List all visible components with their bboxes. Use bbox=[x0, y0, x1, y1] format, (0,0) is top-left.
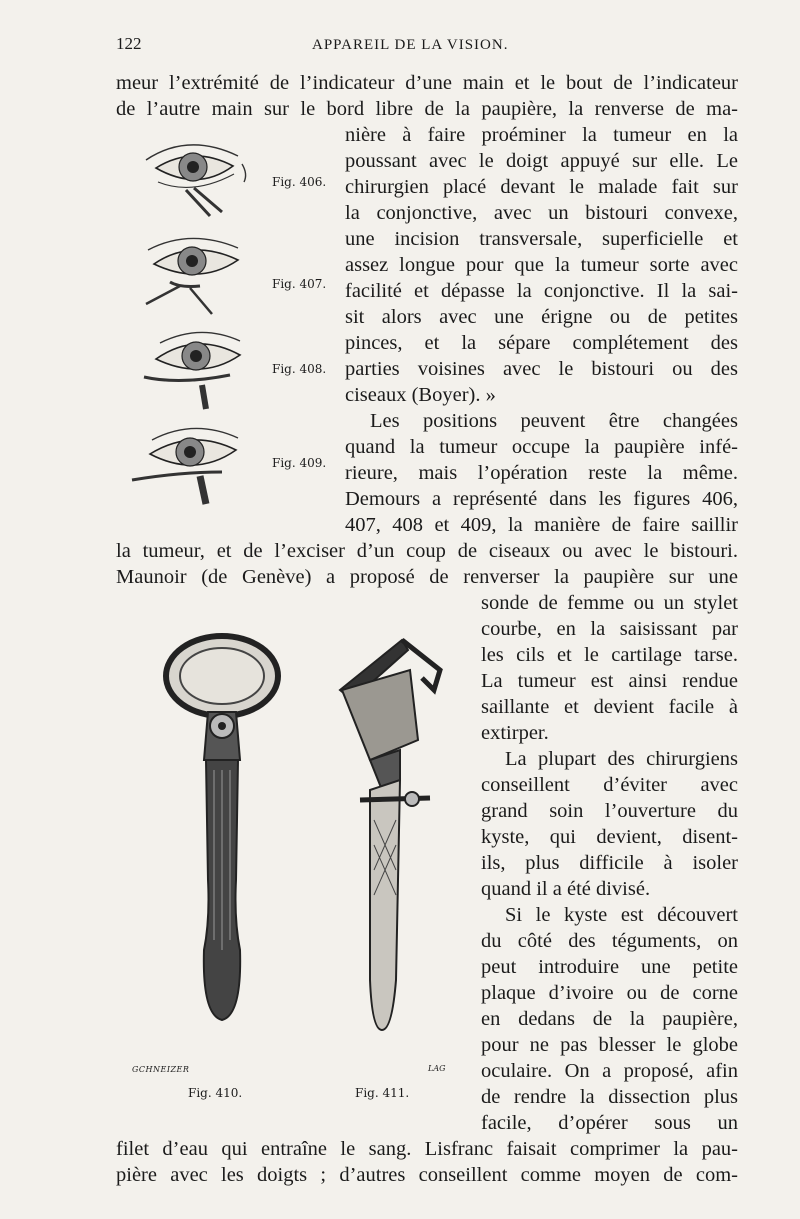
text-line: la conjonctive, avec un bistouri convexe, bbox=[345, 202, 738, 224]
text-line: extirper. bbox=[481, 722, 549, 744]
text-line: en dedans de la paupière, bbox=[481, 1008, 738, 1030]
text-line: nière à faire proéminer la tumeur en la bbox=[345, 124, 738, 146]
running-title: APPAREIL DE LA VISION. bbox=[312, 37, 509, 53]
eye-illustration-fig406 bbox=[138, 130, 250, 220]
text-line: quand il a été divisé. bbox=[481, 878, 651, 900]
text-line: conseillent d’éviter avec bbox=[481, 774, 738, 796]
text-line: ils, plus difficile à isoler bbox=[481, 852, 738, 874]
text-line: la tumeur, et de l’exciser d’un coup de ciseaux ou avec le bistouri. bbox=[116, 540, 738, 562]
text-line: facile, d’opérer sous un bbox=[481, 1112, 738, 1134]
figure-caption: Fig. 409. bbox=[272, 456, 327, 470]
figure-caption: Fig. 407. bbox=[272, 277, 327, 291]
text-line: poussant avec le doigt appuyé sur elle. Le bbox=[345, 150, 738, 172]
figure-caption: Fig. 408. bbox=[272, 362, 327, 376]
text-line: peut introduire une petite bbox=[481, 956, 738, 978]
text-line: oculaire. On a proposé, afin bbox=[481, 1060, 738, 1082]
eye-illustration-fig409 bbox=[130, 418, 250, 518]
text-line: filet d’eau qui entraîne le sang. Lisfranc faisait comprimer la pau- bbox=[116, 1138, 738, 1160]
figure-caption: Fig. 411. bbox=[355, 1086, 410, 1100]
text-line: meur l’extrémité de l’indicateur d’une main et le bout de l’indicateur bbox=[116, 72, 738, 94]
clamp-illustration-fig411 bbox=[330, 630, 450, 1035]
text-line: de l’autre main sur le bord libre de la paupière, la renverse de ma- bbox=[116, 98, 738, 120]
text-line: les cils et le cartilage tarse. bbox=[481, 644, 738, 666]
text-line: une incision transversale, superficielle et bbox=[345, 228, 738, 250]
text-line: saillante et devient facile à bbox=[481, 696, 738, 718]
text-line: de rendre la dissection plus bbox=[481, 1086, 738, 1108]
text-line: 407, 408 et 409, la manière de faire saillir bbox=[345, 514, 738, 536]
text-line: Si le kyste est découvert bbox=[505, 904, 738, 926]
text-line: La plupart des chirurgiens bbox=[505, 748, 738, 770]
text-line: ciseaux (Boyer). » bbox=[345, 384, 496, 406]
text-line: pière avec les doigts ; d’autres conseillent comme moyen de com- bbox=[116, 1164, 738, 1186]
page-number: 122 bbox=[116, 34, 142, 53]
text-line: pinces, et la sépare complétement des bbox=[345, 332, 738, 354]
engraver-signature: LAG bbox=[428, 1064, 446, 1073]
text-line: plaque d’ivoire ou de corne bbox=[481, 982, 738, 1004]
text-line: kyste, qui devient, disent- bbox=[481, 826, 738, 848]
text-line: facilité et dépasse la conjonctive. Il la sai- bbox=[345, 280, 738, 302]
figure-caption: Fig. 406. bbox=[272, 175, 327, 189]
engraver-signature: GCHNEIZER bbox=[132, 1065, 190, 1074]
text-line: Demours a représenté dans les figures 406, bbox=[345, 488, 738, 510]
eye-illustration-fig408 bbox=[140, 325, 252, 417]
text-line: pour ne pas blesser le globe bbox=[481, 1034, 738, 1056]
text-line: assez longue pour que la tumeur sorte avec bbox=[345, 254, 738, 276]
text-line: du côté des téguments, on bbox=[481, 930, 738, 952]
text-line: rieure, mais l’opération reste la même. bbox=[345, 462, 738, 484]
text-line: courbe, en la saisissant par bbox=[481, 618, 738, 640]
text-line: sit alors avec une érigne ou de petites bbox=[345, 306, 738, 328]
text-line: Maunoir (de Genève) a proposé de renverser la paupière sur une bbox=[116, 566, 738, 588]
text-line: parties voisines avec le bistouri ou des bbox=[345, 358, 738, 380]
text-line: chirurgien placé devant le malade fait sur bbox=[345, 176, 738, 198]
text-line: sonde de femme ou un stylet bbox=[481, 592, 738, 614]
eye-illustration-fig407 bbox=[140, 230, 250, 320]
forceps-illustration-fig410 bbox=[150, 620, 290, 1025]
text-line: Les positions peuvent être changées bbox=[370, 410, 738, 432]
figure-caption: Fig. 410. bbox=[188, 1086, 243, 1100]
text-line: grand soin l’ouverture du bbox=[481, 800, 738, 822]
text-line: quand la tumeur occupe la paupière infé- bbox=[345, 436, 738, 458]
text-line: La tumeur est ainsi rendue bbox=[481, 670, 738, 692]
